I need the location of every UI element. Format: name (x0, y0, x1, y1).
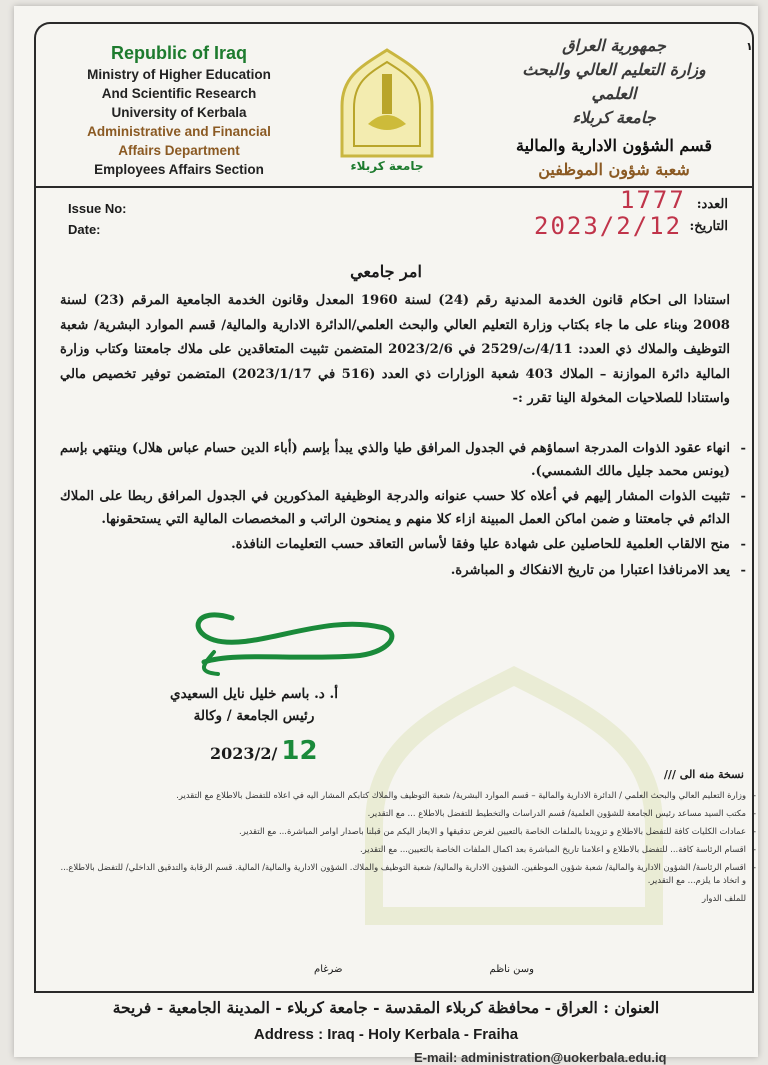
issue-label-ar: العدد: (696, 197, 728, 212)
signature-date (210, 736, 318, 766)
logo-text: جامعة كربلاء (350, 159, 424, 173)
list-item: - منح الالقاب العلمية للحاصلين على شهادة عليا وفقا لأساس التعاقد حسب التعليمات النافذة. (60, 534, 730, 557)
university-ar: جامعة كربلاء (572, 108, 656, 127)
list-item: - تثبيت الذوات المشار إليهم في أعلاه كلا حسب عنوانه والدرجة الوظيفية المذكورين في الجدول المرافق ربطا على الملاك الدائم في جامعتنا و ضمن اماكن العمل المبينة ازاء كلا منهم و يمنحون الراتب و المخصصات المالية التي يستحقونها. (60, 486, 730, 531)
signer-name: أ. د. باسم خليل نايل السعيدي (170, 686, 338, 702)
page-mark: ١ (746, 40, 753, 53)
list-item: - عمادات الكليات كافة للتفضل بالاطلاع و تزويدنا بالملفات الخاصة بالتعيين لغرض تدقيقها و الايعاز اليكم من قبلنا باصدار اوامر المباشرة... مع التقدير. (60, 825, 746, 838)
signature-date-day: 12 (281, 736, 318, 766)
signer-block (154, 683, 354, 727)
list-item: - مكتب السيد مساعد رئيس الجامعة للشؤون العلمية/ قسم الدراسات والتخطيط للتفضل بالاطلاع ... مع التقدير. (60, 807, 746, 820)
signature-date-prefix: 2023/2/ (210, 744, 278, 763)
list-item: - اقسام الرئاسة/ الشؤون الادارية والمالية/ شعبة شؤون الموظفين. الشؤون الادارية والمالية/ شعبة التوظيف والملاك. الشؤون الادارية والمالية/ المالية. قسم الرقابة والتدقيق الداخلي/ للتفضل بالاطلاع... و اتخاذ ما يلزم... مع التقدير. (60, 861, 746, 887)
ministry-en-2: And Scientific Research (101, 86, 257, 101)
left-border (34, 186, 36, 991)
list-item: - اقسام الرئاسة كافة... للتفضل بالاطلاع و اعلامنا تاريخ المباشرة بعد اكمال الملفات الخاصة بالتعيين... مع التقدير. (60, 843, 746, 856)
meta-english (68, 198, 127, 240)
copies-list (60, 789, 760, 910)
issue-date: 2023/2/12 (534, 212, 683, 240)
header-english (54, 44, 304, 179)
department-en-2: Affairs Department (118, 143, 240, 158)
date-label-en: Date: (68, 222, 101, 237)
footer-divider (34, 991, 754, 993)
document-page (14, 6, 758, 1065)
initial-2: ضرغام (314, 964, 343, 975)
initial-1: وسن ناظم (489, 964, 534, 975)
republic-en: Republic of Iraq (110, 43, 247, 63)
department-en-1: Administrative and Financial (87, 124, 271, 139)
department-ar: قسم الشؤون الادارية والمالية (516, 136, 712, 155)
section-en: Employees Affairs Section (94, 162, 264, 177)
signer-title: رئيس الجامعة / وكالة (193, 708, 315, 724)
list-item: - يعد الامرنافذا اعتبارا من تاريخ الانفكاك و المباشرة. (60, 560, 730, 583)
order-body (60, 289, 730, 412)
footer-address-ar: العنوان : العراق - محافظة كربلاء المقدسة - جامعة كربلاء - المدينة الجامعية - فريحة (112, 998, 660, 1017)
footer-email: E-mail: administration@uokerbala.edu.iq (414, 1050, 667, 1065)
university-logo (332, 46, 442, 176)
list-item: - وزارة التعليم العالي والبحث العلمي / الدائرة الادارية والمالية – قسم الموارد البشرية/ شعبة التوظيف والملاك كتابكم المشار اليه في اعلاه للتفضل بالاطلاع مع التقدير. (60, 789, 746, 802)
footer-address-en: Address : Iraq - Holy Kerbala - Fraiha (253, 1026, 519, 1043)
copies-heading: نسخة منه الى /// (663, 768, 744, 781)
header-arabic (504, 34, 724, 182)
university-en: University of Kerbala (111, 105, 247, 120)
order-title: امر جامعي (350, 262, 422, 281)
issue-number: 1777 (620, 186, 686, 214)
file-note: للملف الدوار (702, 893, 746, 903)
order-items (60, 438, 748, 585)
issue-label-en: Issue No: (68, 201, 127, 216)
ministry-ar: وزارة التعليم العالي والبحث العلمي (522, 60, 706, 103)
meta-arabic (689, 194, 728, 238)
ministry-en-1: Ministry of Higher Education (87, 67, 271, 82)
initials (314, 964, 534, 975)
republic-ar: جمهورية العراق (562, 36, 666, 55)
section-ar: شعبة شؤون الموظفين (538, 160, 690, 179)
order-paragraph: استنادا الى احكام قانون الخدمة المدنية رقم (24) لسنة 1960 المعدل وقانون الخدمة الجامعية المرقم (23) لسنة 2008 وبناء على ما جاء بكتاب وزارة التعليم العالي والبحث العلمي/الدائرة الادارية والمالية/ قسم الموارد البشرية/ شعبة التوظيف والملاك ذي العدد: 4/11/ت/2529 في 2023/2/6 المتضمن تثبيت المتعاقدين على ملاك جامعتنا وكتاب وزارة المالية دائرة الموازنة – الملاك 403 شعبة الوزارات ذي العدد (516 في 2023/1/17) المتضمن توفير تخصيص مالي واستنادا للصلاحيات المخولة الينا تقرر :- (60, 293, 730, 406)
list-item: - انهاء عقود الذوات المدرجة اسماؤهم في الجدول المرافق طيا والذي يبدأ بإسم (أباء الدين حسام عباس هلال) وينتهي بإسم (يونس محمد جليل مالك الشمسي). (60, 438, 730, 483)
date-label-ar: التاريخ: (689, 219, 728, 234)
